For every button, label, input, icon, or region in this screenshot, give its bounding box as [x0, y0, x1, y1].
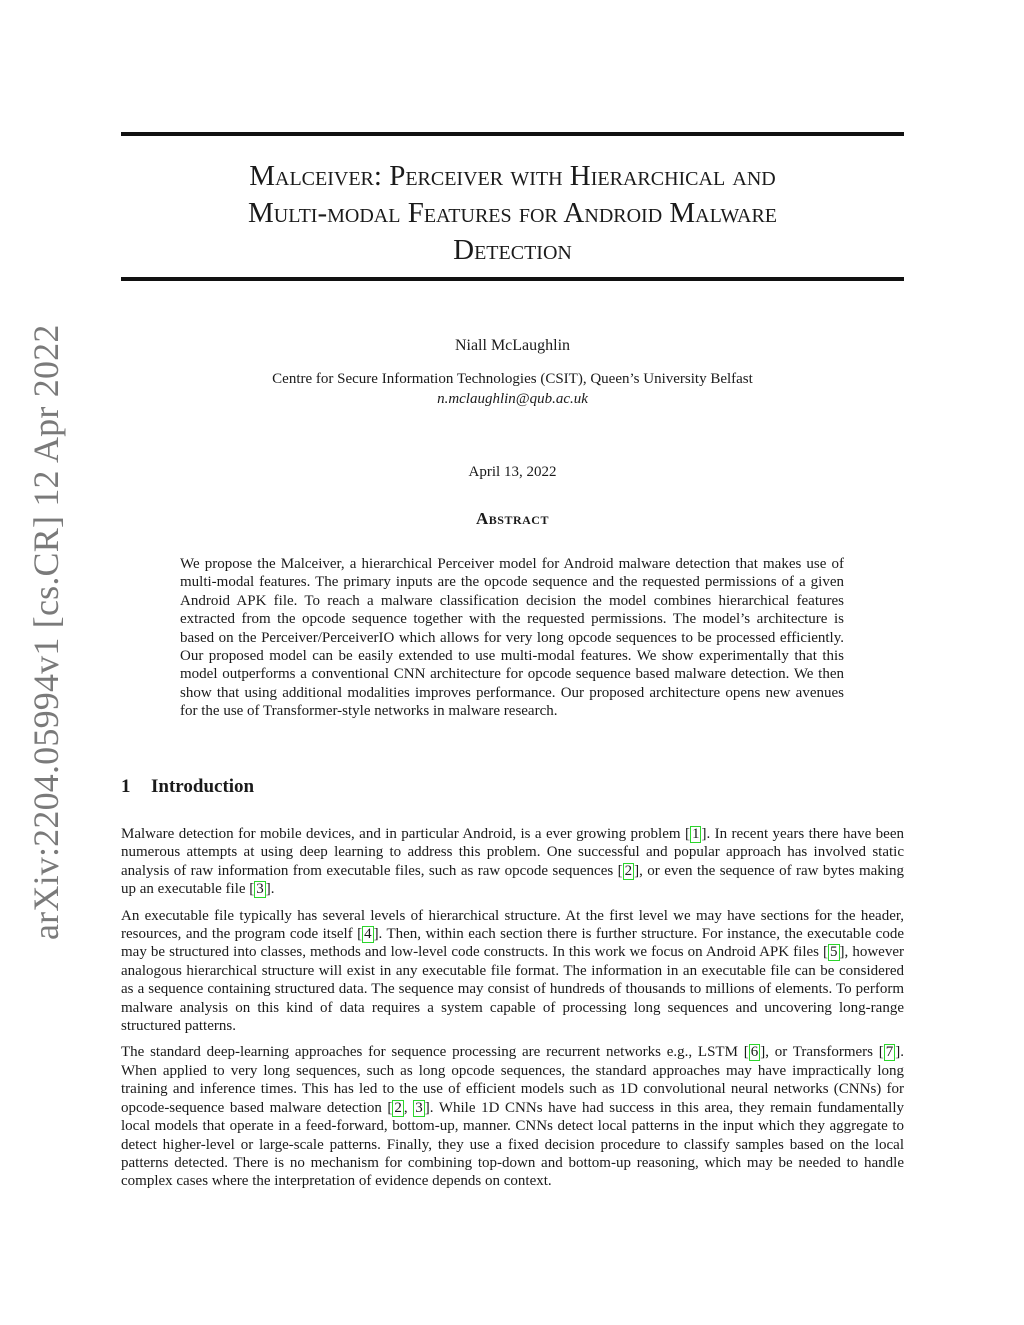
section-title: Introduction: [151, 776, 255, 797]
text-run: ], however analogous hierarchical structure will exist in any executable file format. The information in an executable file can be considered as a sequence containing structured data. The sequence may consist of hundreds of thousands to millions of elements. To perform malware analysis on this kind of data requires a system capable of processing long sequences and uncovering long-range structured patterns.: [121, 944, 904, 1035]
citation-link[interactable]: 7: [885, 1044, 894, 1061]
abstract-heading: Abstract: [476, 509, 549, 528]
citation-link[interactable]: 3: [256, 881, 264, 898]
text-run: ]. In recent years there have been numerous attempts at using deep learning to address this problem. One successful and popular approach has involved static analysis of raw information from executable files, such as raw opcode sequences [: [121, 826, 904, 879]
author-email[interactable]: n.mclaughlin@qub.ac.uk: [437, 391, 588, 407]
title-bottom-rule: [121, 277, 904, 281]
section-number: 1: [121, 776, 131, 797]
text-run: ,: [403, 1099, 414, 1116]
paragraph-1: [121, 825, 904, 899]
citation-link[interactable]: 2: [394, 1099, 402, 1116]
citation-link[interactable]: 2: [624, 862, 633, 879]
text-run: An executable file typically has several levels of hierarchical structure. At the first level we may have sections for the header, resources, and the program code itself [: [121, 907, 904, 943]
citation-link[interactable]: 1: [691, 826, 700, 842]
text-run: ]. Then, within each section there is further structure. For instance, the executable code may be structured into classes, methods and low-level code constructs. In this work we focus on Android APK files [: [121, 926, 904, 961]
text-run: The standard deep-learning approaches for sequence processing are recurrent networks e.g., LSTM [: [121, 1044, 749, 1061]
text-run: ], or Transformers [: [760, 1044, 884, 1061]
citation-link[interactable]: 4: [364, 926, 372, 943]
text-run: ].: [265, 881, 275, 898]
title-line-2: Multi-modal Features for Android Malware: [247, 197, 778, 229]
paper-title: [121, 158, 904, 269]
text-run: ]. When applied to very long sequences, such as long opcode sequences, the standard approaches may have impractically long training and inference times. This has led to the use of efficient models such as 1D convolutional neural networks (CNNs) for opcode-sequence based malware detection [: [121, 1044, 904, 1116]
text-run: ]. While 1D CNNs have had success in this area, they remain fundamentally local models that operate in a feed-forward, bottom-up, manner. CNNs detect local patterns in the input which they aggregate to detect higher-level or large-scale patterns. Finally, they use a fixed decision procedure to classify samples based on the local patterns detected. There is no mechanism for combining top-down and bottom-up reasoning, which may be needed to handle complex cases where the interpretation of evidence depends on context.: [121, 1099, 905, 1190]
text-run: ], or even the sequence of raw bytes making up an executable file [: [121, 862, 904, 898]
section-heading: [121, 776, 254, 798]
title-line-1: Malceiver: Perceiver with Hierarchical and: [249, 160, 776, 192]
author-name: Niall McLaughlin: [454, 337, 571, 354]
title-top-rule: [121, 132, 904, 136]
section-body: [121, 825, 904, 1199]
citation-link[interactable]: 6: [750, 1044, 759, 1061]
citation-link[interactable]: 3: [415, 1099, 423, 1116]
paper-date: April 13, 2022: [468, 464, 557, 480]
citation-link[interactable]: 5: [830, 944, 838, 961]
paragraph-2: [121, 907, 904, 1036]
paragraph-3: [121, 1043, 904, 1190]
abstract-text: We propose the Malceiver, a hierarchical Perceiver model for Android malware detection that makes use of multi-modal features. The primary inputs are the opcode sequence and the requested permissions of a given Android APK file. To reach a malware classification decision the model combines hierarchical features extracted from the opcode sequence together with the requested permissions. The model’s architecture is based on the Perceiver/PerceiverIO which allows for very long opcode sequences to be processed efficiently. Our proposed model can be easily extended to use multi-modal features. We show experimentally that this model outperforms a conventional CNN architecture for opcode sequence based malware detection. We then show that using additional modalities improves performance. Our proposed architecture opens new avenues for the use of Transformer-style networks in malware research.: [180, 556, 844, 720]
text-run: Malware detection for mobile devices, and in particular Android, is a ever growing problem [: [121, 826, 690, 842]
title-line-3: Detection: [453, 234, 572, 266]
author-affiliation: Centre for Secure Information Technologies (CSIT), Queen’s University Belfast: [272, 371, 753, 387]
arxiv-identifier: arXiv:2204.05994v1 [cs.CR] 12 Apr 2022: [26, 324, 66, 940]
